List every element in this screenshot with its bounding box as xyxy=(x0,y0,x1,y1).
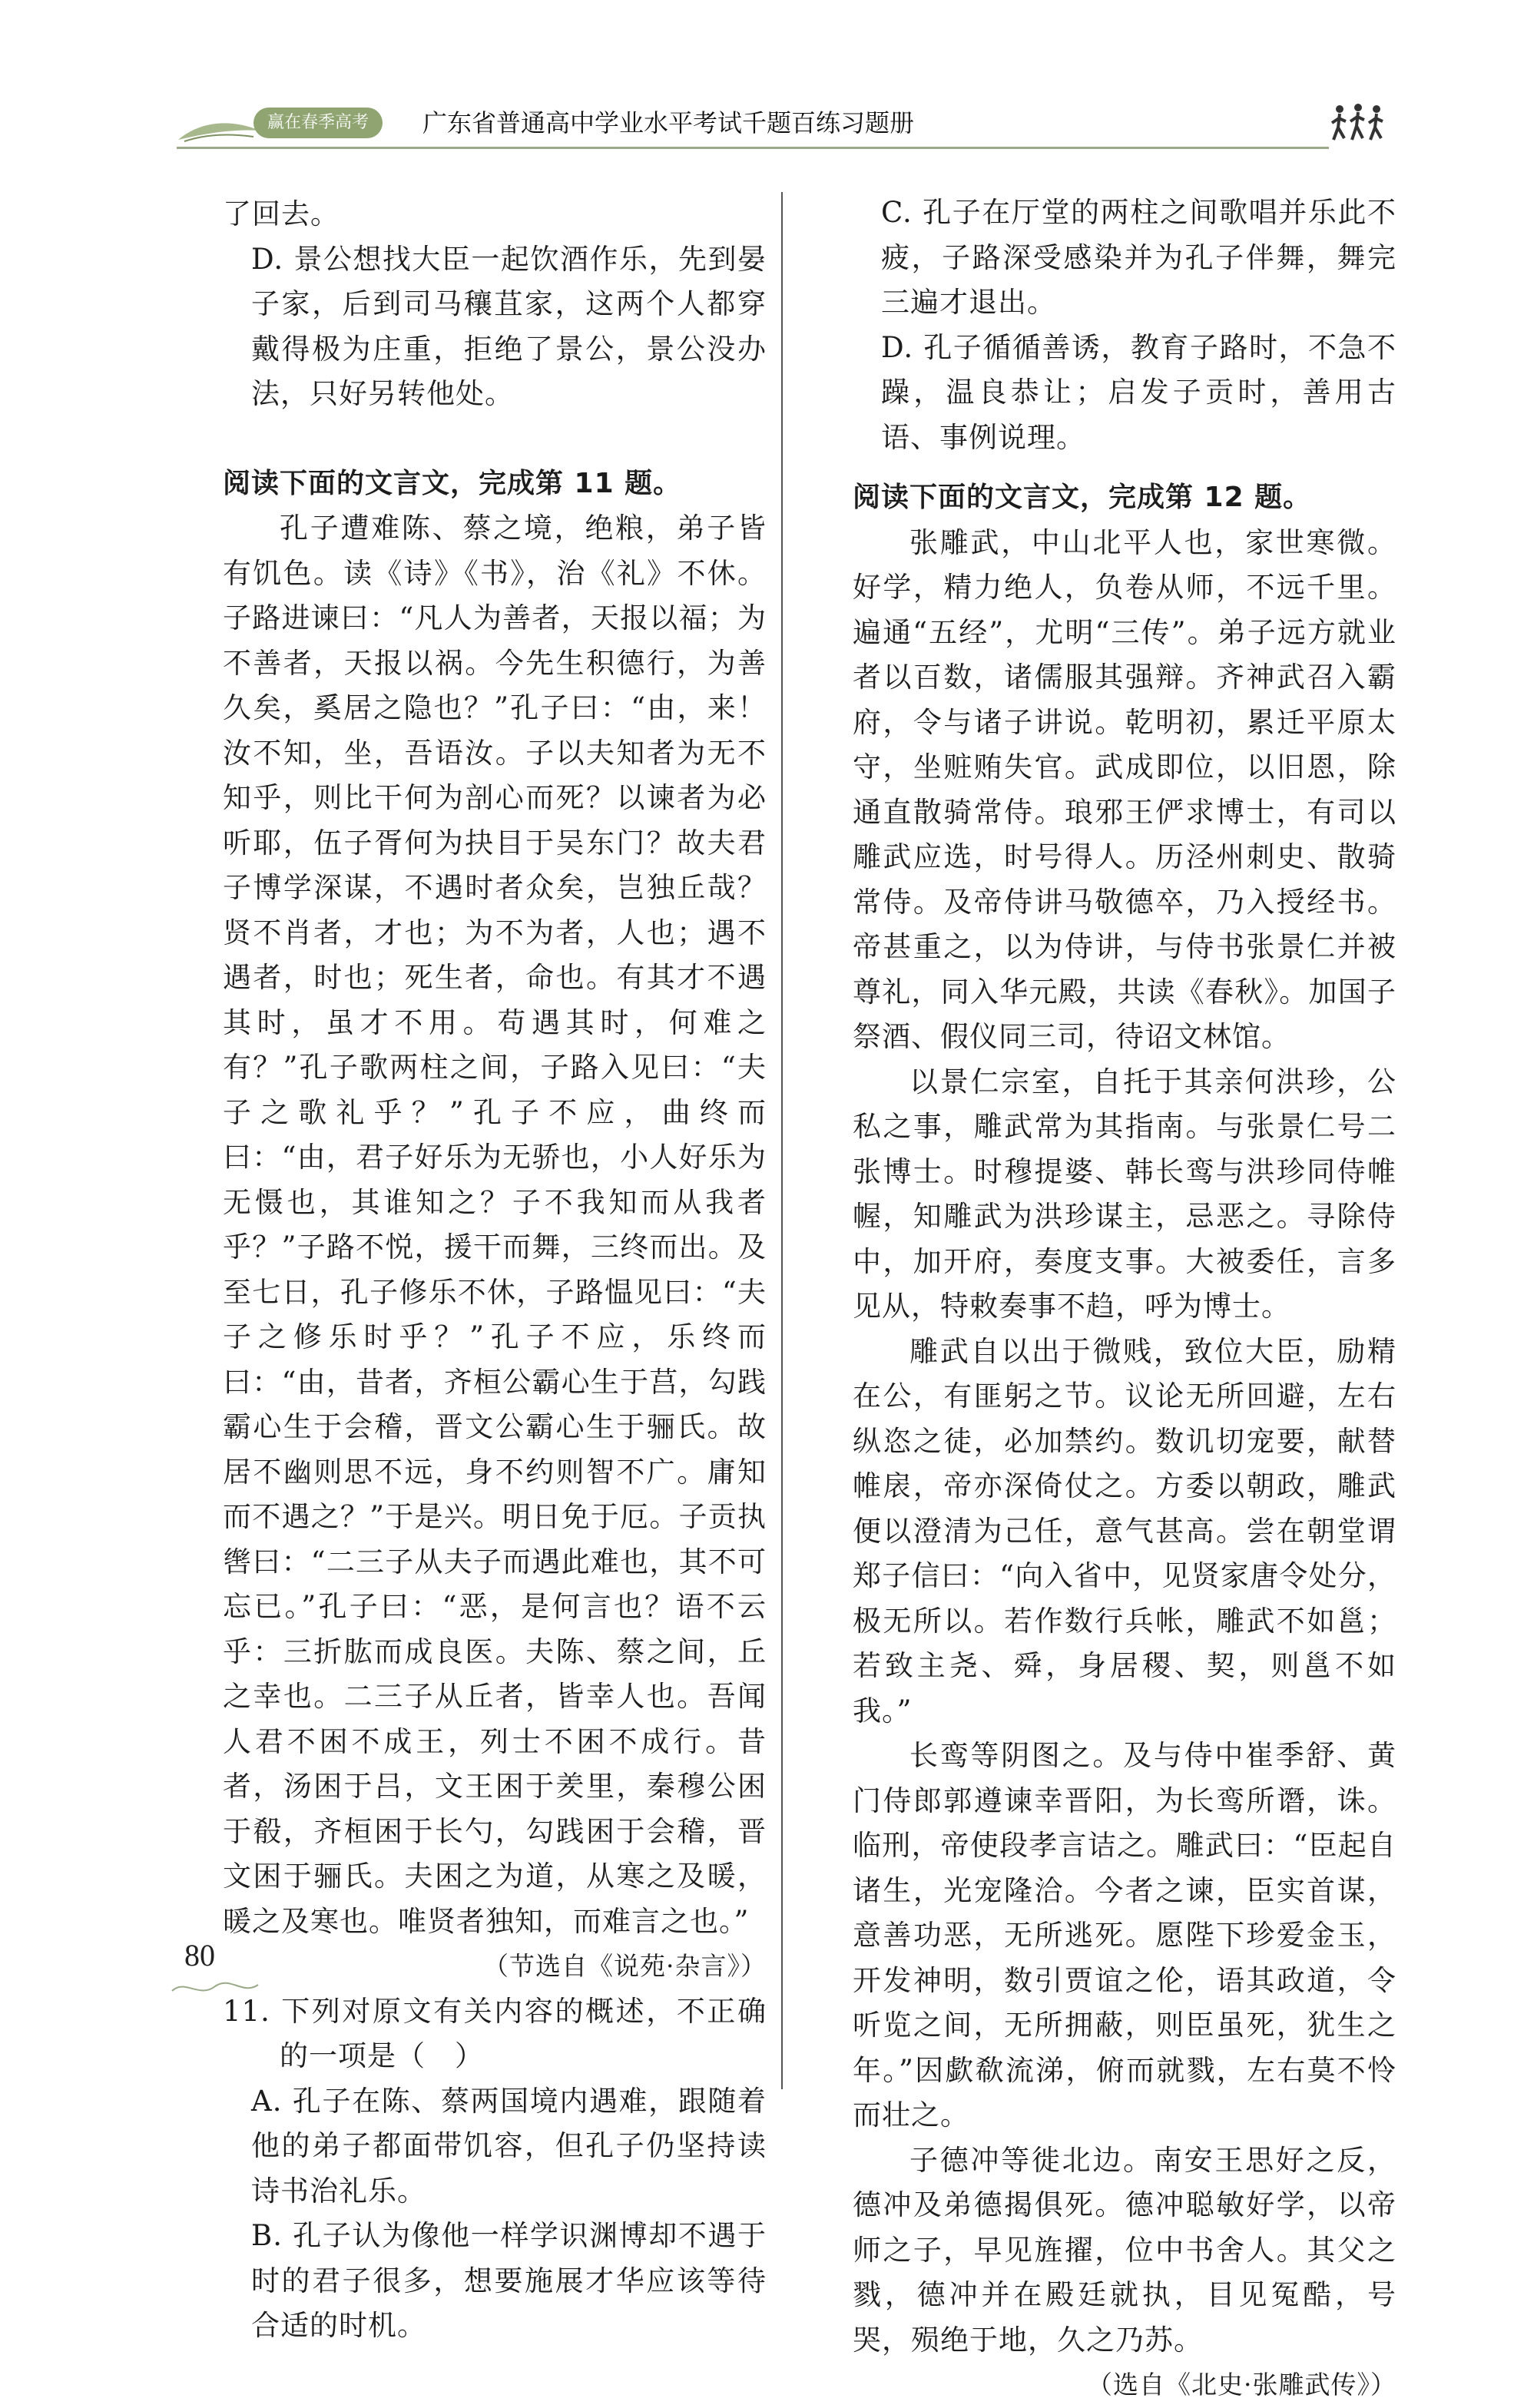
passage-12-source: （选自《北史·张雕武传》） xyxy=(1087,2370,1396,2400)
right-column xyxy=(853,190,1396,2408)
page-header xyxy=(177,98,1390,149)
passage-12-paragraph: 以景仁宗室，自托于其亲何洪珍，公私之事，雕武常为其指南。与张景仁号二张博士。时穆提婆、韩长鸾与洪珍同侍帷幄，知雕武为洪珍谋主，忌恶之。寻除侍中，加开府，奏度支事。大被委任，言多见从，特敕奏事不趋，呼为博士。 xyxy=(853,1065,1396,1323)
passage-12-heading: 阅读下面的文言文，完成第 12 题。 xyxy=(853,482,1312,513)
page-footer xyxy=(184,1937,215,1973)
left-column xyxy=(223,192,767,2349)
passage-12-paragraph: 子德冲等徙北边。南安王思好之反，德冲及弟德揭俱死。德冲聪敏好学，以帝师之子，早见旌擢，位中书舍人。其父之戮，德冲并在殿廷就执，目见冤酷，号哭，殒绝于地，久之乃苏。 xyxy=(853,2143,1396,2357)
question-11-option-c: C. 孔子在厅堂的两柱之间歌唱并乐此不疲，子路深受感染并为孔子伴舞，舞完三遍才退出。 xyxy=(881,196,1396,319)
passage-11-heading: 阅读下面的文言文，完成第 11 题。 xyxy=(223,467,682,499)
passage-12-paragraph: 张雕武，中山北平人也，家世寒微。好学，精力绝人，负卷从师，不远千里。遍通“五经”，尤明“三传”。弟子远方就业者以百数，诸儒服其强辩。齐神武召入霸府，令与诸子讲说。乾明初，累迁平原太守，坐赃贿失官。武成即位，以旧恩，除通直散骑常侍。琅邪王俨求博士，有司以雕武应选，时号得人。历泾州刺史、散骑常侍。及帝侍讲马敬德卒，乃入授经书。帝甚重之，以为侍讲，与侍书张景仁并被尊礼，同入华元殿，共读《春秋》。加国子祭酒、假仪同三司，待诏文林馆。 xyxy=(853,525,1396,1053)
leaf-ornament-icon xyxy=(177,114,261,144)
prev-question-tail: 了回去。 xyxy=(223,197,340,230)
passage-12-paragraph: 雕武自以出于微贱，致位大臣，励精在公，有匪躬之节。议论无所回避，左右纵恣之徒，必加禁约。数讥切宠要，献替帷扆，帝亦深倚仗之。方委以朝政，雕武便以澄清为己任，意气甚高。尝在朝堂谓郑子信曰：“向入省中，见贤家唐令处分，极无所以。若作数行兵帐，雕武不如邕；若致主尧、舜，身居稷、契，则邕不如我。” xyxy=(853,1334,1396,1727)
passage-11-text: 孔子遭难陈、蔡之境，绝粮，弟子皆有饥色。读《诗》《书》，治《礼》不休。子路进谏曰：“凡人为善者，天报以福；为不善者，天报以祸。今先生积德行，为善久矣，奚居之隐也？”孔子曰：“由，来！汝不知，坐，吾语汝。子以夫知者为无不知乎，则比干何为剖心而死？以谏者为必听耶，伍子胥何为抉目于吴东门？故夫君子博学深谋，不遇时者众矣，岂独丘哉？贤不肖者，才也；为不为者，人也；遇不遇者，时也；死生者，命也。有其才不遇其时，虽才不用。苟遇其时，何难之有？”孔子歌两柱之间，子路入见曰：“夫子之歌礼乎？”孔子不应，曲终而曰：“由，君子好乐为无骄也，小人好乐为无慑也，其谁知之？子不我知而从我者乎？”子路不悦，援干而舞，三终而出。及至七日，孔子修乐不休，子路愠见曰：“夫子之修乐时乎？”孔子不应，乐终而曰：“由，昔者，齐桓公霸心生于莒，勾践霸心生于会稽，晋文公霸心生于骊氏。故居不幽则思不远，身不约则智不广。庸知而不遇之？”于是兴。明日免于厄。子贡执辔曰：“二三子从夫子而遇此难也，其不可忘已。”孔子曰：“恶，是何言也？语不云乎：三折肱而成良医。夫陈、蔡之间，丘之幸也。二三子从丘者，皆幸人也。吾闻人君不困不成王，列士不困不成行。昔者，汤困于吕，文王困于羑里，秦穆公困于殽，齐桓困于长勺，勾践困于会稽，晋文困于骊氏。夫困之为道，从寒之及暖，暖之及寒也。唯贤者独知，而难言之也。” xyxy=(223,512,767,1938)
passage-12-paragraph: 长鸾等阴图之。及与侍中崔季舒、黄门侍郎郭遵谏幸晋阳，为长鸾所谮，诛。临刑，帝使段孝言诘之。雕武曰：“臣起自诸生，光宠隆洽。今者之谏，臣实首谋，意善功恶，无所逃死。愿陛下珍爱金玉，开发神明，数引贾谊之伦，语其政道，令听览之间，无所拥蔽，则臣虽死，犹生之年。”因歔欷流涕，俯而就戮，左右莫不怜而壮之。 xyxy=(853,1739,1396,2131)
question-11-option-a: A. 孔子在陈、蔡两国境内遇难，跟随着他的弟子都面带饥容，但孔子仍坚持读诗书治礼乐。 xyxy=(251,2084,767,2208)
passage-11-source: （节选自《说苑·杂言》） xyxy=(483,1951,767,1981)
question-11-option-d: D. 孔子循循善诱，教育子路时，不急不躁，温良恭让；启发子贡时，善用古语、事例说理。 xyxy=(881,330,1396,454)
header-rule xyxy=(177,147,1329,149)
swirl-ornament-icon xyxy=(169,1976,261,1999)
question-11-option-b: B. 孔子认为像他一样学识渊博却不遇于时的君子很多，想要施展才华应该等待合适的时机。 xyxy=(251,2219,767,2342)
runners-icon xyxy=(1329,101,1390,144)
column-divider xyxy=(781,192,783,2089)
book-title: 广东省普通高中学业水平考试千题百练习题册 xyxy=(422,108,915,137)
prev-option-d: D. 景公想找大臣一起饮酒作乐，先到晏子家，后到司马穰苴家，这两个人都穿戴得极为庄重，拒绝了景公，景公没办法，只好另转他处。 xyxy=(251,242,767,410)
page-number: 80 xyxy=(184,1938,215,1972)
question-11-stem: 11. 下列对原文有关内容的概述，不正确的一项是（ ） xyxy=(223,1994,767,2072)
brand-badge: 赢在春季高考 xyxy=(253,108,383,138)
